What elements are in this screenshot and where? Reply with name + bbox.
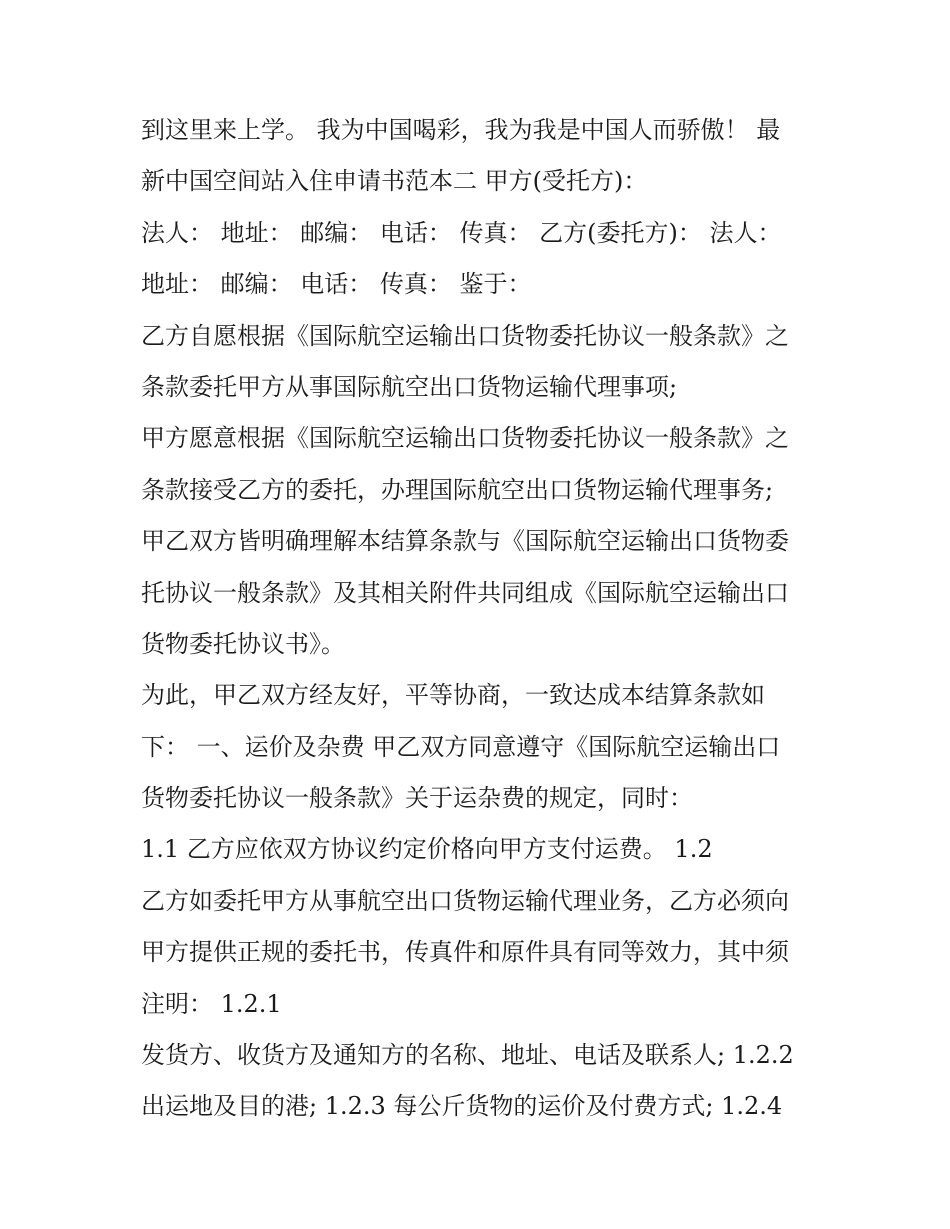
text-line: 1.1 乙方应依双方协议约定价格向甲方支付运费。 1.2 (141, 835, 713, 864)
text-line: 法人： 地址： 邮编： 电话： 传真： 乙方(委托方)： 法人： (141, 218, 782, 247)
text-line: 乙方自愿根据《国际航空运输出口货物委托协议一般条款》之 (141, 321, 789, 350)
text-line: 发货方、收货方及通知方的名称、地址、电话及联系人; 1.2.2 (141, 1041, 794, 1070)
text-line: 托协议一般条款》及其相关附件共同组成《国际航空运输出口 (141, 578, 789, 607)
text-line: 为此，甲乙双方经友好，平等协商，一致达成本结算条款如 (141, 681, 765, 710)
text-line: 注明： 1.2.1 (141, 989, 282, 1018)
text-line: 甲乙双方皆明确理解本结算条款与《国际航空运输出口货物委 (141, 527, 789, 556)
text-line: 到这里来上学。 我为中国喝彩，我为我是中国人而骄傲！ 最 (141, 116, 781, 144)
text-line: 条款委托甲方从事国际航空出口货物运输代理事项; (141, 372, 678, 401)
text-line: 乙方如委托甲方从事航空出口货物运输代理业务，乙方必须向 (141, 886, 789, 915)
document-body (141, 105, 821, 1133)
text-line: 甲方愿意根据《国际航空运输出口货物委托协议一般条款》之 (141, 424, 789, 453)
text-line: 货物委托协议一般条款》关于运杂费的规定，同时： (141, 784, 693, 813)
text-line: 新中国空间站入住申请书范本二 甲方(受托方)： (141, 167, 648, 196)
text-line: 甲方提供正规的委托书，传真件和原件具有同等效力，其中须 (141, 938, 789, 967)
text-line: 货物委托协议书》。 (141, 629, 345, 658)
text-line: 下： 一、运价及杂费 甲乙双方同意遵守《国际航空运输出口 (141, 732, 781, 761)
text-line: 出运地及目的港; 1.2.3 每公斤货物的运价及付费方式; 1.2.4 (141, 1092, 783, 1121)
text-line: 条款接受乙方的委托，办理国际航空出口货物运输代理事务; (141, 475, 774, 504)
text-line: 地址： 邮编： 电话： 传真： 鉴于： (141, 270, 532, 299)
